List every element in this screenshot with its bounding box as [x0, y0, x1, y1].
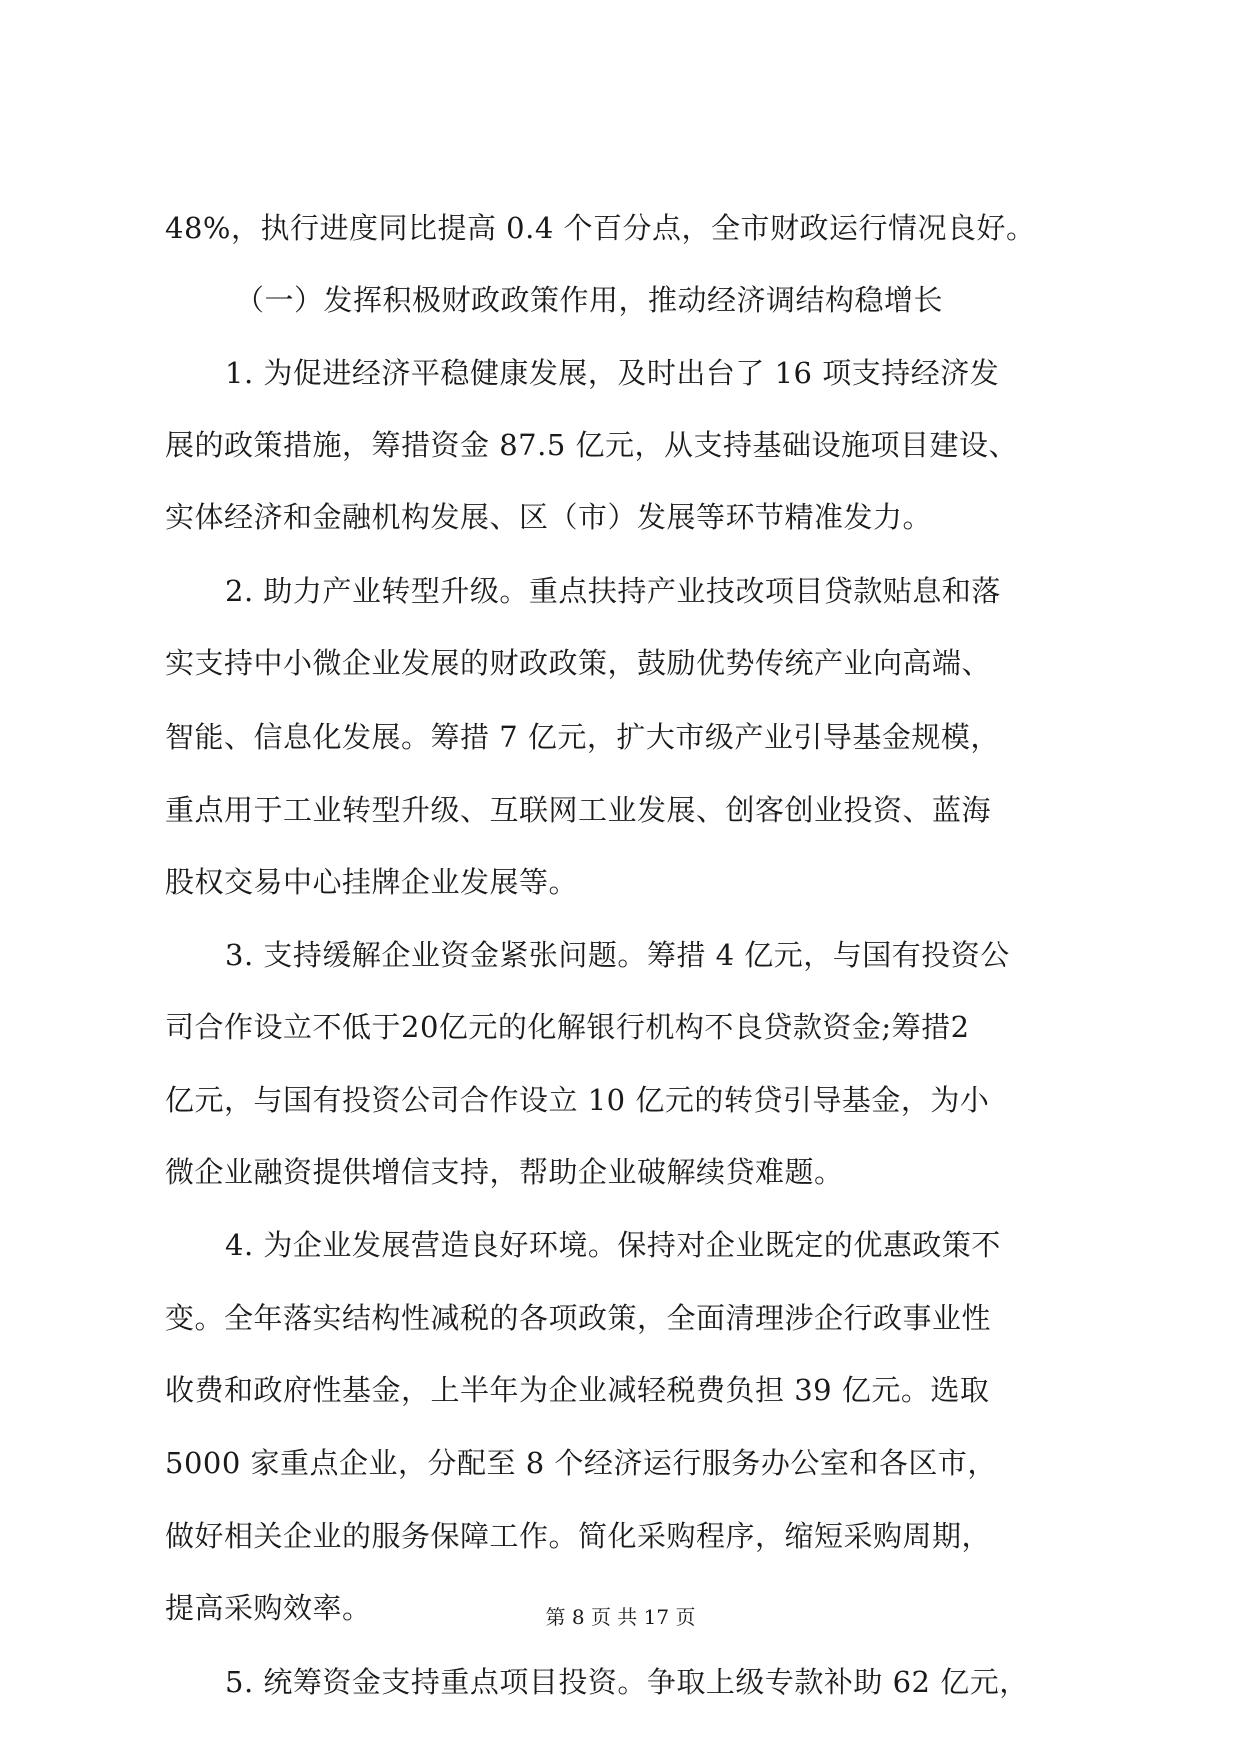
body-text-line: 5. 统筹资金支持重点项目投资。争取上级专款补助 62 亿元， — [225, 1665, 1029, 1699]
body-text-line: 48%，执行进度同比提高 0.4 个百分点，全市财政运行情况良好。 — [165, 211, 1036, 245]
body-text-line: 股权交易中心挂牌企业发展等。 — [165, 865, 579, 899]
section-heading: （一）发挥积极财政政策作用，推动经济调结构稳增长 — [235, 283, 944, 317]
body-text-line: 变。全年落实结构性减税的各项政策，全面清理涉企行政事业性 — [165, 1301, 992, 1335]
page-number-footer: 第 8 页 共 17 页 — [545, 1605, 696, 1629]
body-text-line: 实支持中小微企业发展的财政政策，鼓励优势传统产业向高端、 — [165, 646, 992, 680]
body-text-line: 重点用于工业转型升级、互联网工业发展、创客创业投资、蓝海 — [165, 793, 992, 827]
body-text-line: 5000 家重点企业，分配至 8 个经济运行服务办公室和各区市， — [165, 1446, 997, 1480]
body-text-line: 4. 为企业发展营造良好环境。保持对企业既定的优惠政策不 — [225, 1228, 1001, 1262]
body-text-line: 3. 支持缓解企业资金紧张问题。筹措 4 亿元，与国有投资公 — [225, 938, 1010, 972]
body-text-line: 亿元，与国有投资公司合作设立 10 亿元的转贷引导基金，为小 — [165, 1083, 990, 1117]
body-text-line: 智能、信息化发展。筹措 7 亿元，扩大市级产业引导基金规模， — [165, 720, 1000, 754]
body-text-line: 展的政策措施，筹措资金 87.5 亿元，从支持基础设施项目建设、 — [165, 428, 1019, 462]
body-text-line: 1. 为促进经济平稳健康发展，及时出台了 16 项支持经济发 — [225, 356, 1000, 390]
body-text-line: 2. 助力产业转型升级。重点扶持产业技改项目贷款贴息和落 — [225, 574, 1001, 608]
body-text-line: 微企业融资提供增信支持，帮助企业破解续贷难题。 — [165, 1155, 844, 1189]
body-text-line: 司合作设立不低于20亿元的化解银行机构不良贷款资金;筹措2 — [165, 1010, 970, 1044]
body-text-line: 收费和政府性基金，上半年为企业减轻税费负担 39 亿元。选取 — [165, 1373, 990, 1407]
body-text-line: 做好相关企业的服务保障工作。简化采购程序，缩短采购周期， — [165, 1519, 992, 1553]
body-text-line: 提高采购效率。 — [165, 1591, 372, 1625]
body-text-line: 实体经济和金融机构发展、区（市）发展等环节精准发力。 — [165, 500, 933, 534]
